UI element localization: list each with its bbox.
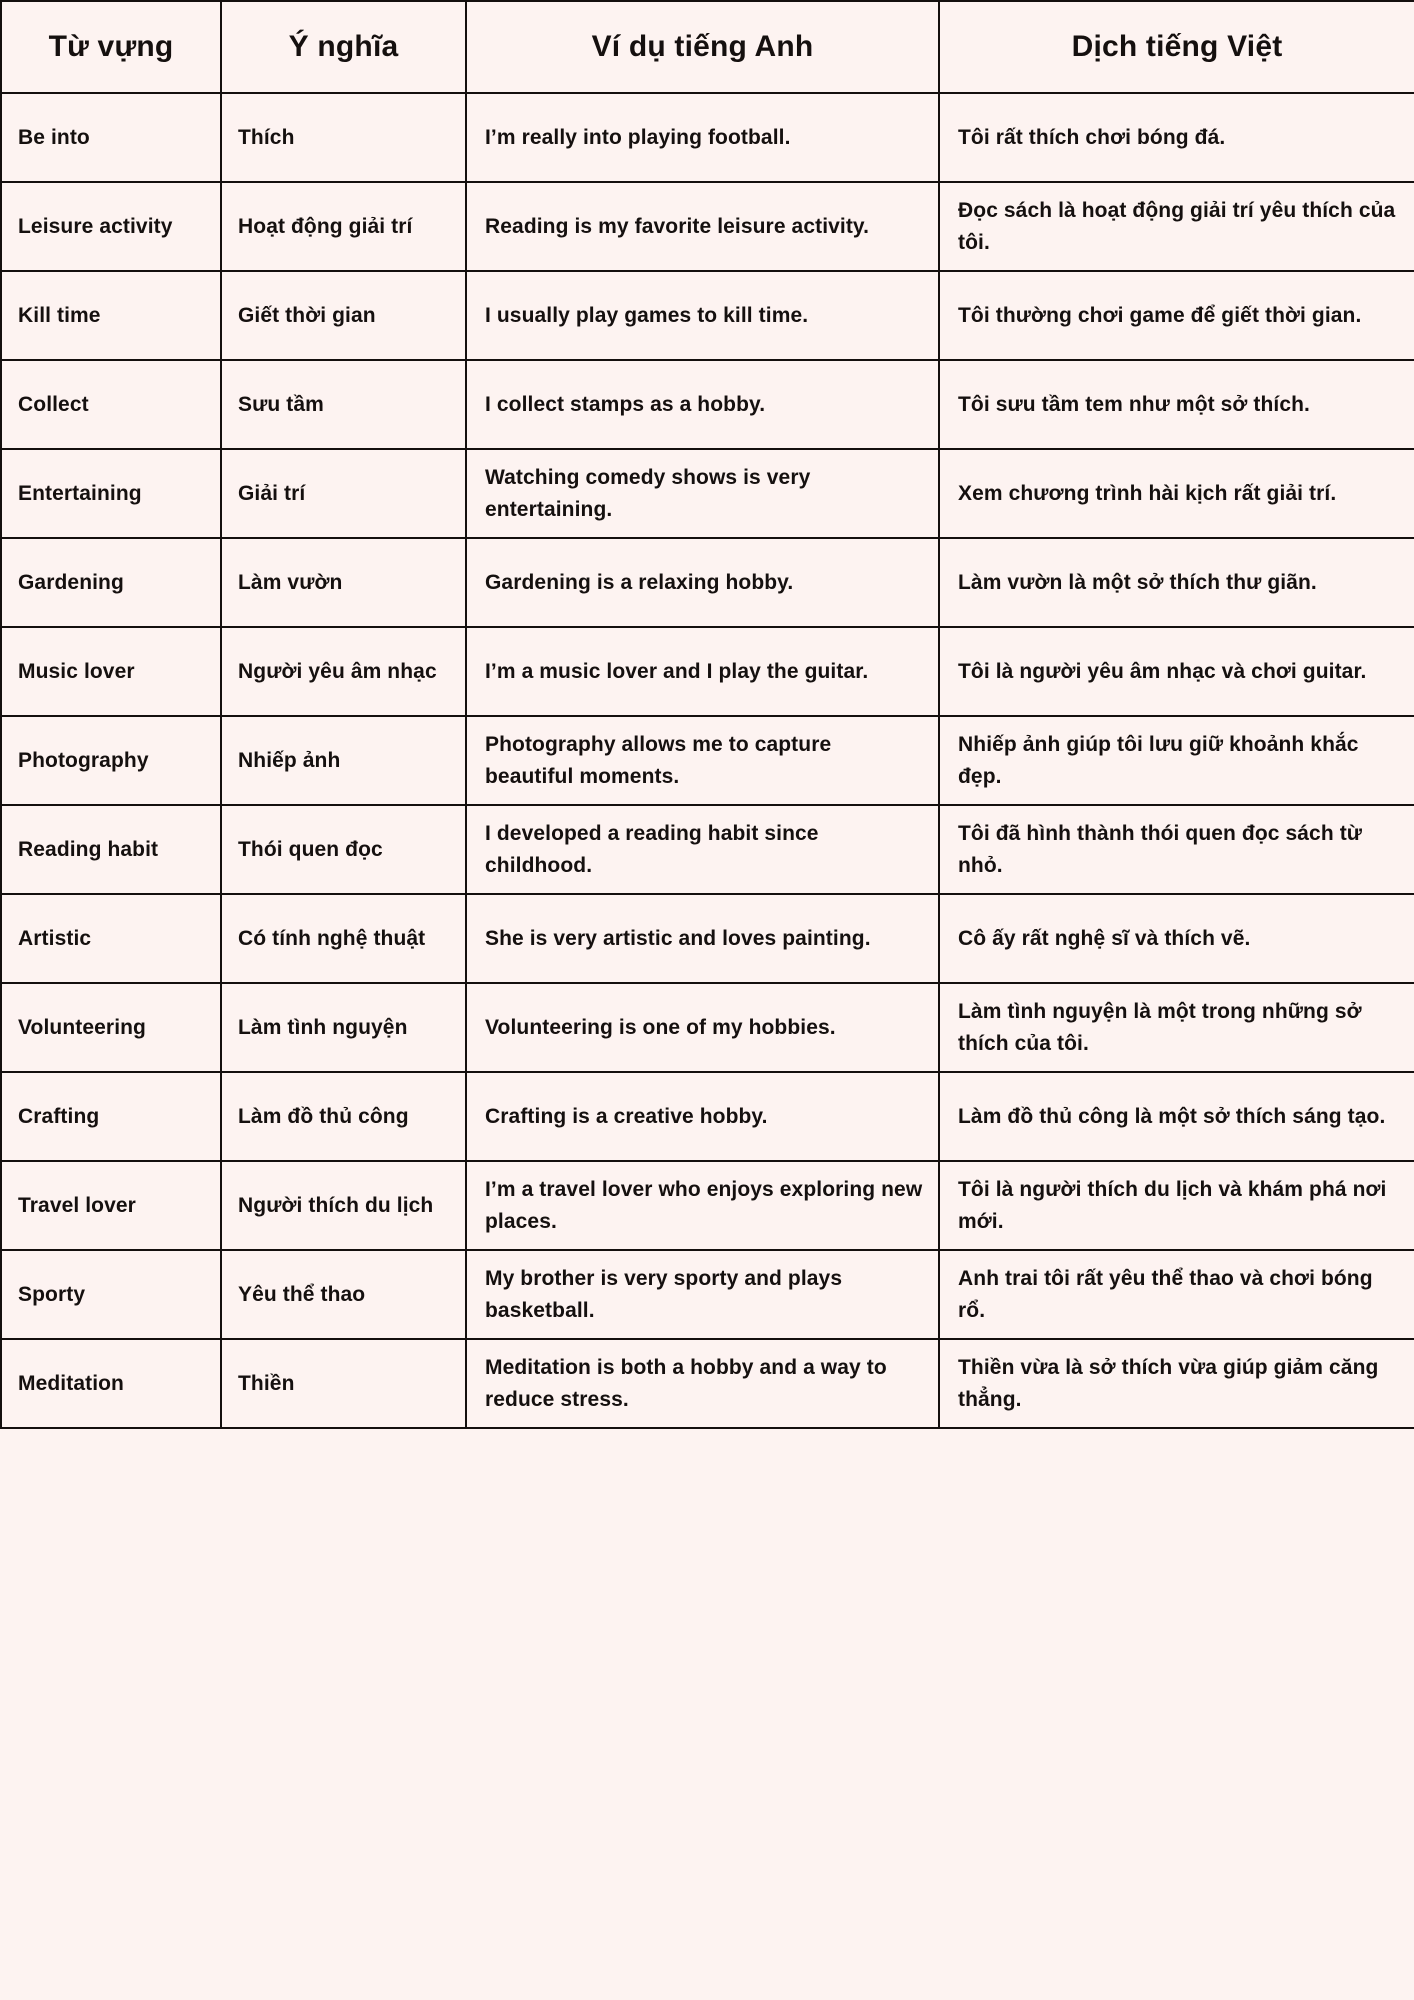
cell-word: Photography — [1, 716, 221, 805]
table-row — [1, 1250, 1414, 1339]
table-row — [1, 627, 1414, 716]
table-row — [1, 983, 1414, 1072]
cell-translation: Thiền vừa là sở thích vừa giúp giảm căng thẳng. — [939, 1339, 1414, 1428]
column-header-meaning: Ý nghĩa — [221, 1, 466, 93]
cell-meaning: Thói quen đọc — [221, 805, 466, 894]
cell-meaning: Thích — [221, 93, 466, 182]
cell-meaning: Người yêu âm nhạc — [221, 627, 466, 716]
cell-translation: Làm vườn là một sở thích thư giãn. — [939, 538, 1414, 627]
table-row — [1, 716, 1414, 805]
cell-example: Reading is my favorite leisure activity. — [466, 182, 939, 271]
cell-example: My brother is very sporty and plays basketball. — [466, 1250, 939, 1339]
cell-example: I usually play games to kill time. — [466, 271, 939, 360]
cell-meaning: Nhiếp ảnh — [221, 716, 466, 805]
column-header-word: Từ vựng — [1, 1, 221, 93]
cell-word: Meditation — [1, 1339, 221, 1428]
cell-example: Crafting is a creative hobby. — [466, 1072, 939, 1161]
table-header — [1, 1, 1414, 93]
cell-word: Gardening — [1, 538, 221, 627]
cell-example: Watching comedy shows is very entertaining. — [466, 449, 939, 538]
cell-meaning: Giết thời gian — [221, 271, 466, 360]
cell-word: Entertaining — [1, 449, 221, 538]
cell-meaning: Làm đồ thủ công — [221, 1072, 466, 1161]
cell-meaning: Làm vườn — [221, 538, 466, 627]
cell-translation: Nhiếp ảnh giúp tôi lưu giữ khoảnh khắc đẹp. — [939, 716, 1414, 805]
cell-example: Photography allows me to capture beautiful moments. — [466, 716, 939, 805]
cell-meaning: Làm tình nguyện — [221, 983, 466, 1072]
cell-word: Crafting — [1, 1072, 221, 1161]
cell-translation: Xem chương trình hài kịch rất giải trí. — [939, 449, 1414, 538]
table-row — [1, 360, 1414, 449]
cell-word: Kill time — [1, 271, 221, 360]
cell-meaning: Thiền — [221, 1339, 466, 1428]
cell-meaning: Có tính nghệ thuật — [221, 894, 466, 983]
table-row — [1, 805, 1414, 894]
cell-example: Gardening is a relaxing hobby. — [466, 538, 939, 627]
cell-translation: Anh trai tôi rất yêu thể thao và chơi bóng rổ. — [939, 1250, 1414, 1339]
table-row — [1, 1161, 1414, 1250]
cell-meaning: Hoạt động giải trí — [221, 182, 466, 271]
cell-example: Volunteering is one of my hobbies. — [466, 983, 939, 1072]
cell-translation: Tôi đã hình thành thói quen đọc sách từ nhỏ. — [939, 805, 1414, 894]
cell-meaning: Yêu thể thao — [221, 1250, 466, 1339]
table-row — [1, 93, 1414, 182]
cell-word: Artistic — [1, 894, 221, 983]
cell-meaning: Sưu tầm — [221, 360, 466, 449]
table-row — [1, 271, 1414, 360]
cell-word: Collect — [1, 360, 221, 449]
cell-word: Sporty — [1, 1250, 221, 1339]
cell-example: I’m a music lover and I play the guitar. — [466, 627, 939, 716]
cell-meaning: Giải trí — [221, 449, 466, 538]
table-row — [1, 1339, 1414, 1428]
cell-example: I developed a reading habit since childhood. — [466, 805, 939, 894]
cell-example: I collect stamps as a hobby. — [466, 360, 939, 449]
header-row — [1, 1, 1414, 93]
cell-translation: Làm đồ thủ công là một sở thích sáng tạo. — [939, 1072, 1414, 1161]
cell-example: I’m a travel lover who enjoys exploring new places. — [466, 1161, 939, 1250]
cell-translation: Tôi rất thích chơi bóng đá. — [939, 93, 1414, 182]
cell-translation: Tôi thường chơi game để giết thời gian. — [939, 271, 1414, 360]
cell-example: Meditation is both a hobby and a way to reduce stress. — [466, 1339, 939, 1428]
cell-example: I’m really into playing football. — [466, 93, 939, 182]
cell-word: Reading habit — [1, 805, 221, 894]
column-header-example: Ví dụ tiếng Anh — [466, 1, 939, 93]
cell-example: She is very artistic and loves painting. — [466, 894, 939, 983]
table-row — [1, 449, 1414, 538]
table-body — [1, 93, 1414, 1428]
cell-translation: Cô ấy rất nghệ sĩ và thích vẽ. — [939, 894, 1414, 983]
cell-word: Travel lover — [1, 1161, 221, 1250]
table-row — [1, 1072, 1414, 1161]
cell-translation: Đọc sách là hoạt động giải trí yêu thích của tôi. — [939, 182, 1414, 271]
cell-word: Be into — [1, 93, 221, 182]
column-header-translation: Dịch tiếng Việt — [939, 1, 1414, 93]
table-row — [1, 538, 1414, 627]
cell-translation: Làm tình nguyện là một trong những sở thích của tôi. — [939, 983, 1414, 1072]
table-row — [1, 894, 1414, 983]
cell-translation: Tôi sưu tầm tem như một sở thích. — [939, 360, 1414, 449]
table-row — [1, 182, 1414, 271]
cell-word: Leisure activity — [1, 182, 221, 271]
cell-translation: Tôi là người thích du lịch và khám phá nơi mới. — [939, 1161, 1414, 1250]
cell-word: Volunteering — [1, 983, 221, 1072]
cell-meaning: Người thích du lịch — [221, 1161, 466, 1250]
cell-translation: Tôi là người yêu âm nhạc và chơi guitar. — [939, 627, 1414, 716]
cell-word: Music lover — [1, 627, 221, 716]
